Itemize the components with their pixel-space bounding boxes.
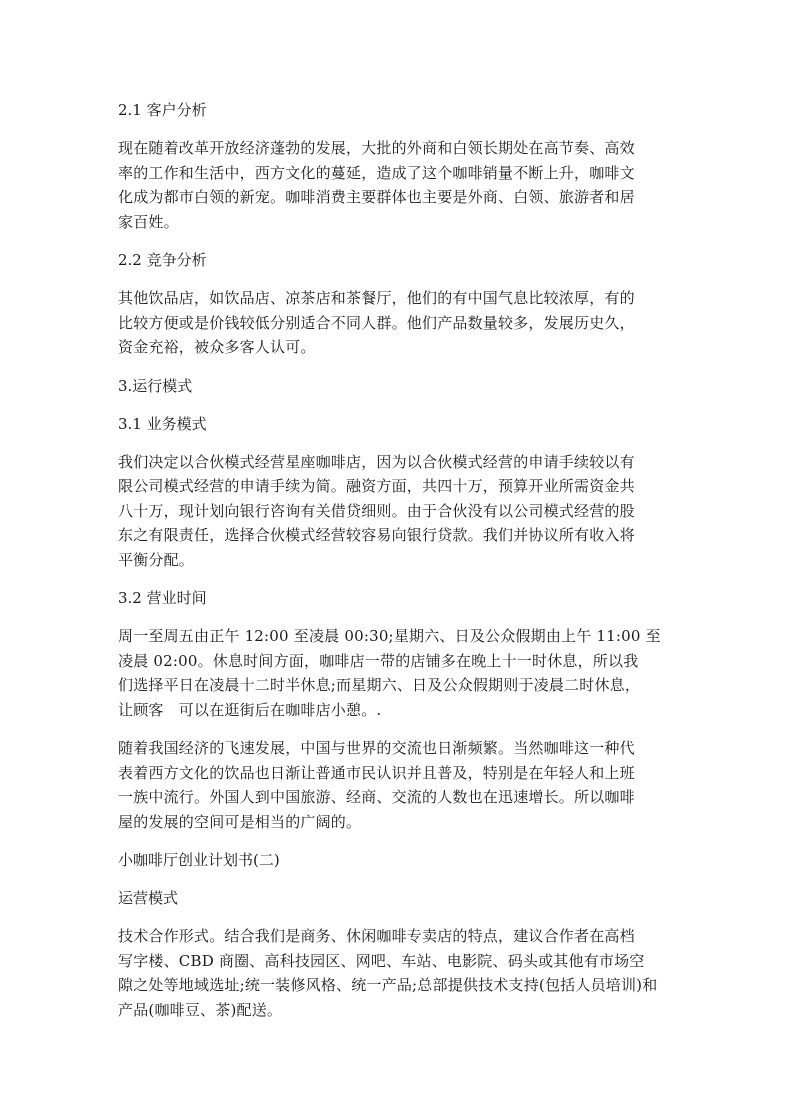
- text-line: 屋的发展的空间可是相当的广阔的。: [118, 812, 362, 831]
- heading-competition-analysis: 2.2 竞争分析: [118, 251, 207, 269]
- text-line: 隙之处等地域选址;统一装修风格、统一产品;总部提供技术支持(包括人员培训)和: [118, 976, 658, 994]
- text-line: 限公司模式经营的申请手续为简。融资方面，共四十万，预算开业所需资金共: [118, 477, 635, 495]
- text-line: 比较方便或是价钱较低分别适合不同人群。他们产品数量较多，发展历史久，: [118, 313, 635, 332]
- text-line: 表着西方文化的饮品也日渐让普通市民认识并且普及，特别是在年轻人和上班: [118, 763, 635, 782]
- paragraph-business-mode: [118, 450, 674, 573]
- text-line: 平衡分配。: [118, 550, 195, 569]
- heading-customer-analysis: 2.1 客户分析: [118, 101, 207, 119]
- text-line: 现在随着改革开放经济蓬勃的发展，大批的外商和白领长期处在高节奏、高效: [118, 139, 635, 157]
- text-line: 其他饮品店，如饮品店、凉茶店和茶餐厅，他们的有中国气息比较浓厚，有的: [118, 289, 635, 307]
- paragraph-competition-analysis: [118, 286, 674, 360]
- text-line: 让顾客 可以在逛街后在咖啡店小憩。.: [118, 700, 382, 719]
- paragraph-customer-analysis: [118, 136, 674, 234]
- paragraph-operating-mode: [118, 924, 674, 1022]
- text-line: 一族中流行。外国人到中国旅游、经商、交流的人数也在迅速增长。所以咖啡: [118, 788, 635, 806]
- heading-plan-part-two: 小咖啡厅创业计划书(二): [118, 851, 280, 869]
- heading-operating-mode: 运营模式: [118, 889, 179, 907]
- text-line: 写字楼、CBD 商圈、高科技园区、网吧、车站、电影院、码头或其他有市场空: [118, 951, 645, 970]
- text-line: 我们决定以合伙模式经营星座咖啡店，因为以合伙模式经营的申请手续较以有: [118, 452, 635, 471]
- text-line: 东之有限责任，选择合伙模式经营较容易向银行贷款。我们并协议所有收入将: [118, 526, 635, 544]
- text-line: 化成为都市白领的新宠。咖啡消费主要群体也主要是外商、白领、旅游者和居: [118, 188, 635, 206]
- text-line: 周一至周五由正午 12:00 至凌晨 00:30;星期六、日及公众假期由上午 11:00 至: [118, 627, 661, 645]
- paragraph-market-outlook: [118, 736, 674, 834]
- heading-business-mode: 3.1 业务模式: [118, 414, 207, 433]
- text-line: 八十万，现计划向银行咨询有关借贷细则。由于合伙没有以公司模式经营的股: [118, 501, 635, 520]
- text-line: 率的工作和生活中，西方文化的蔓延，造成了这个咖啡销量不断上升，咖啡文: [118, 163, 635, 182]
- text-line: 随着我国经济的飞速发展，中国与世界的交流也日渐频繁。当然咖啡这一种代: [118, 739, 635, 757]
- paragraph-business-hours: [118, 624, 674, 722]
- heading-business-hours: 3.2 营业时间: [118, 589, 207, 607]
- heading-operation-mode: 3.运行模式: [118, 376, 193, 395]
- text-line: 们选择平日在凌晨十二时半休息;而星期六、日及公众假期则于凌晨二时休息，: [118, 676, 641, 694]
- text-line: 凌晨 02:00。休息时间方面，咖啡店一带的店铺多在晚上十一时休息，所以我: [118, 651, 639, 670]
- text-line: 产品(咖啡豆、茶)配送。: [118, 1000, 283, 1019]
- text-line: 家百姓。: [118, 212, 179, 231]
- text-line: 技术合作形式。结合我们是商务、休闲咖啡专卖店的特点，建议合作者在高档: [118, 927, 635, 945]
- document-page: [118, 98, 674, 1036]
- text-line: 资金充裕，被众多客人认可。: [118, 338, 316, 356]
